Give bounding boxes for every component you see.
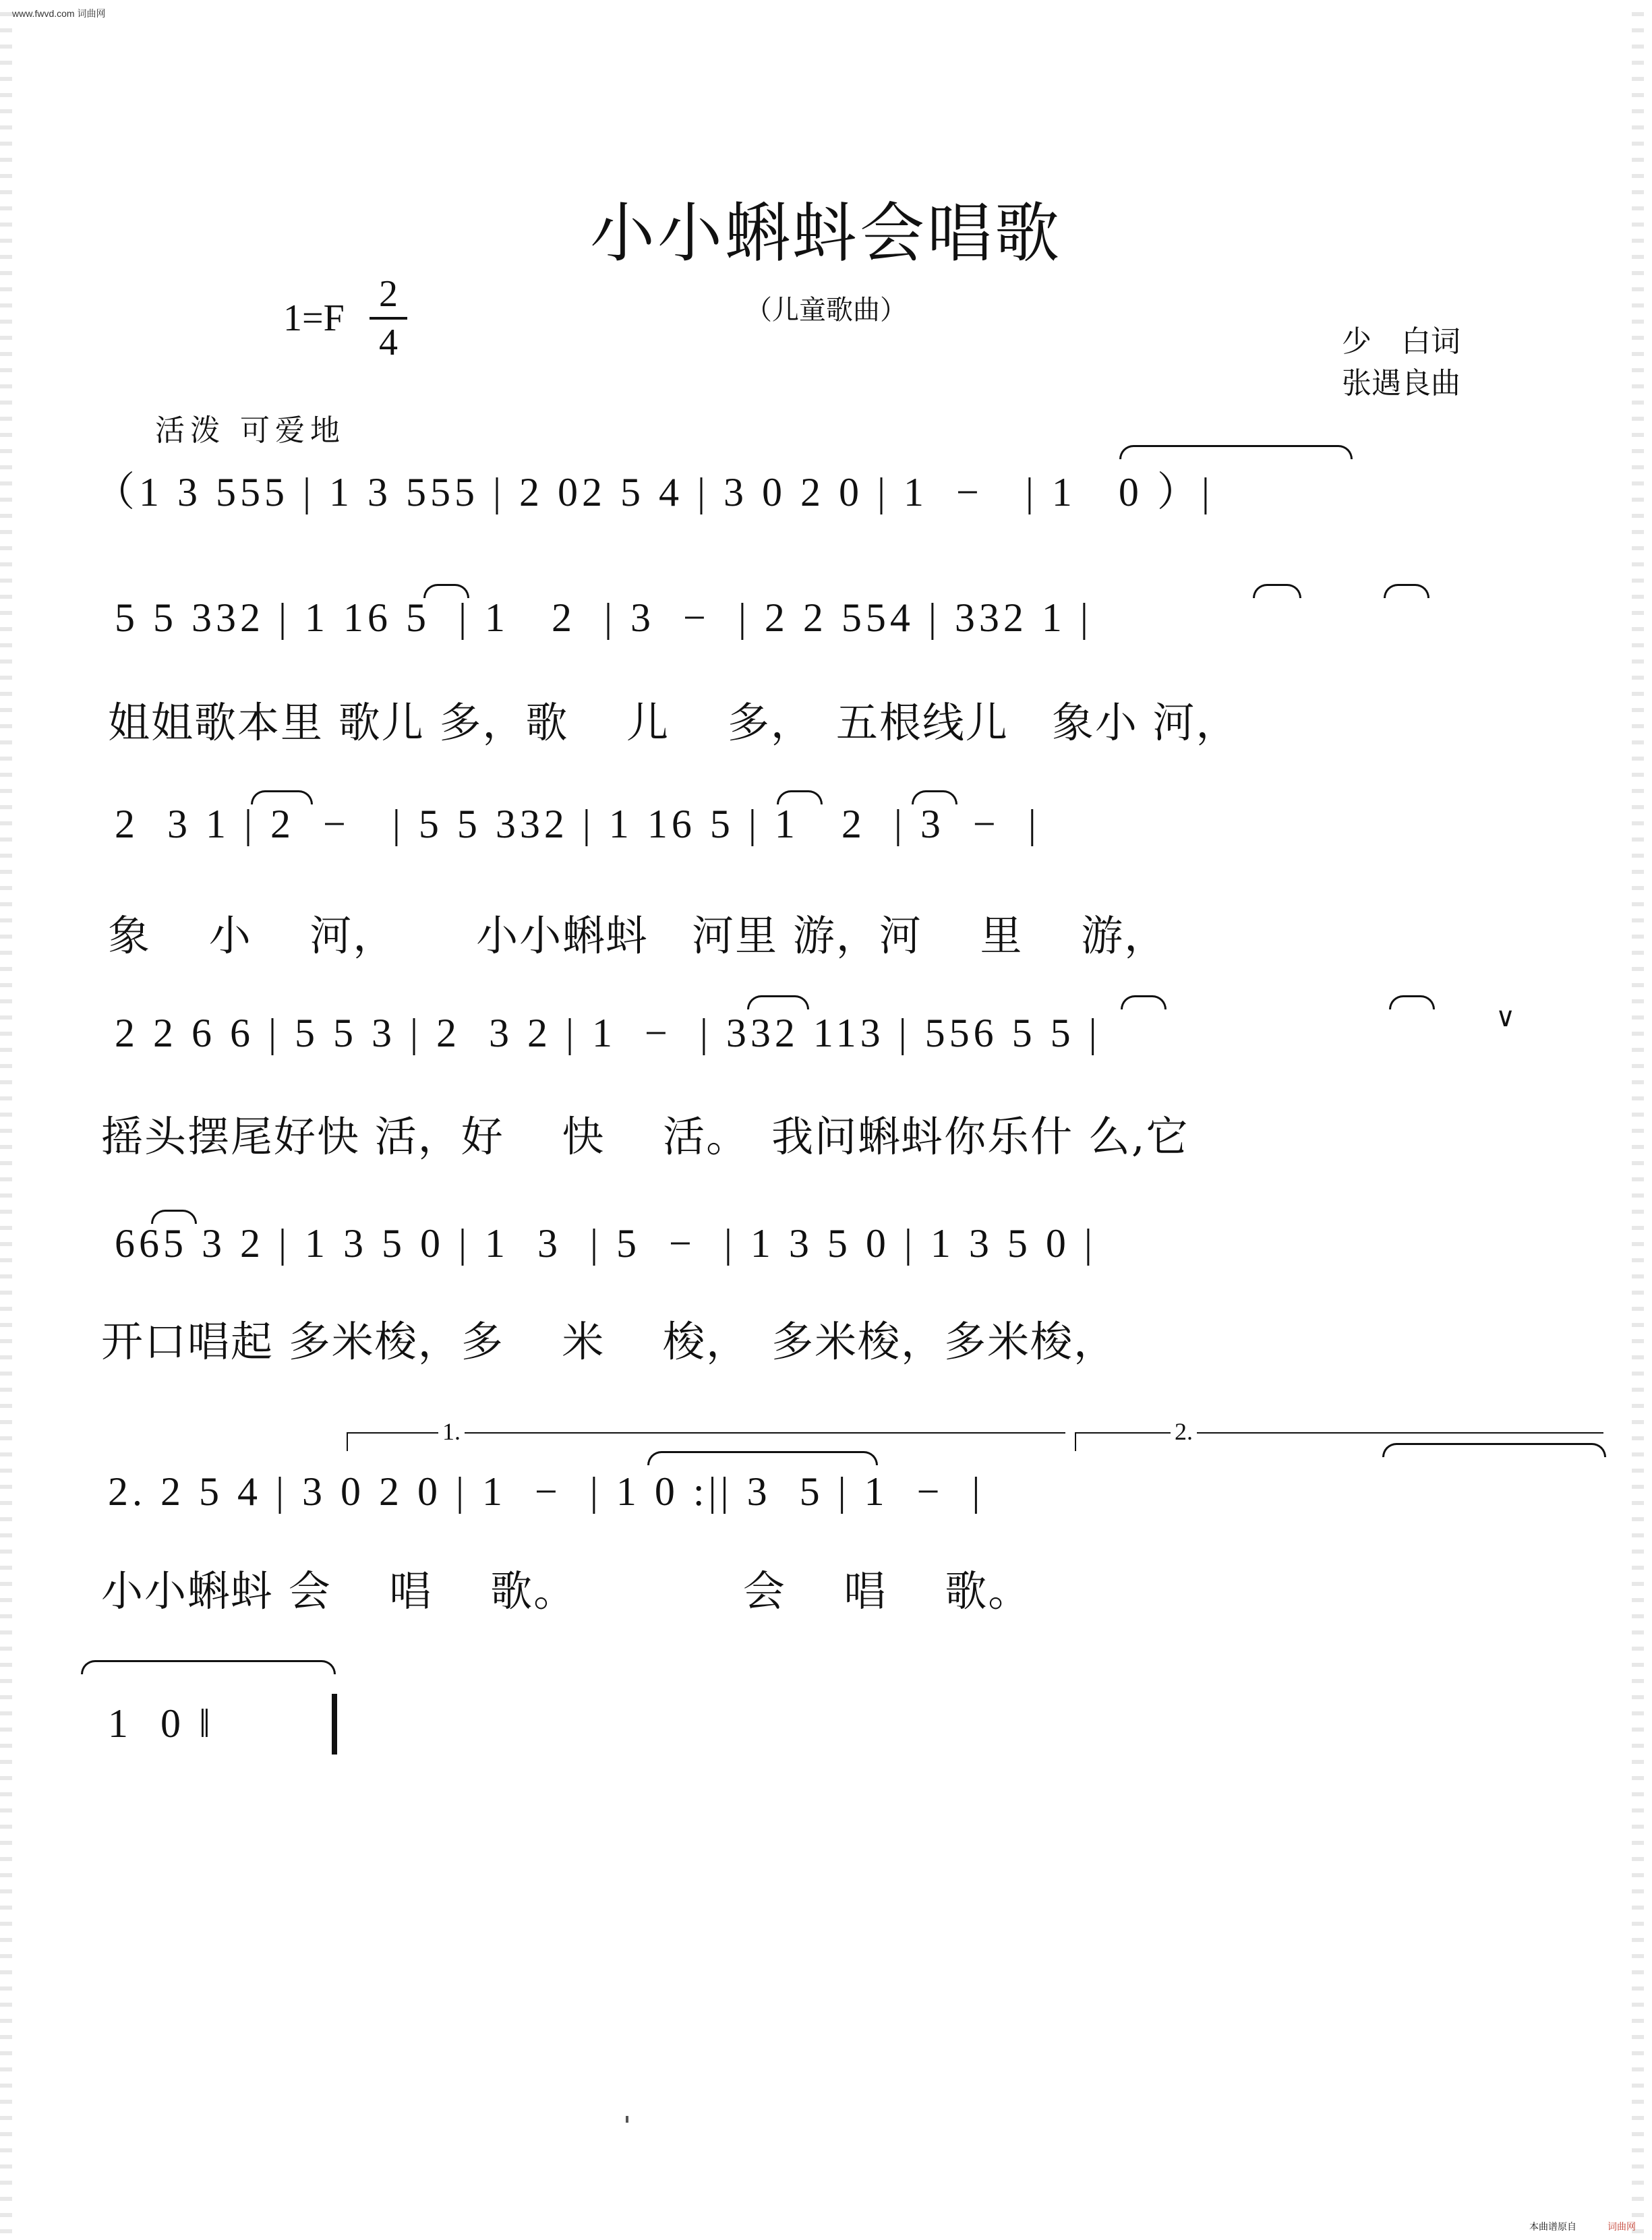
song-subtitle: （儿童歌曲） bbox=[745, 295, 907, 326]
time-signature-bottom: 4 bbox=[379, 322, 398, 363]
lyrics-line-3: 象 小 河， 小小蝌蚪 河里 游，河 里 游， bbox=[108, 911, 1168, 960]
slur-3b bbox=[777, 790, 823, 804]
slur-5a bbox=[151, 1210, 197, 1224]
tie-6b bbox=[1382, 1443, 1606, 1457]
notation-line-6: 2. 2 5 4 | 3 0 2 0 | 1 − | 1 0 :|| 3 5 | 1 − | bbox=[108, 1469, 984, 1514]
time-signature bbox=[370, 275, 407, 361]
notation-line-3: 2 3 1 | 2 − | 5 5 332 | 1 16 5 | 1 2 | 3 − | bbox=[115, 802, 1040, 846]
slur-2c bbox=[1384, 584, 1429, 598]
song-title: 小小蝌蚪会唱歌 bbox=[590, 196, 1062, 271]
key-signature: 1=F bbox=[283, 297, 345, 339]
first-ending-label: 1. bbox=[438, 1417, 465, 1446]
second-ending-label: 2. bbox=[1171, 1417, 1197, 1446]
slur-4a bbox=[747, 995, 809, 1009]
composer-credit: 张遇良曲 bbox=[1342, 366, 1461, 401]
tempo-marking: 活泼 可爱地 bbox=[155, 413, 345, 448]
right-page-edge bbox=[1632, 0, 1644, 2240]
tie-1 bbox=[1119, 445, 1353, 459]
tie-7 bbox=[81, 1660, 336, 1674]
time-signature-bar bbox=[370, 317, 407, 320]
notation-line-1: （1 3 555 | 1 3 555 | 2 02 5 4 | 3 0 2 0 | 1 − | 1 0 ）| bbox=[94, 470, 1214, 514]
breath-mark: ∨ bbox=[1496, 1002, 1516, 1033]
lyrics-line-4: 摇头摆尾好快 活，好 快 活。 我问蝌蚪你乐什 么,它 bbox=[101, 1112, 1189, 1161]
lyrics-line-2: 姐姐歌本里 歌儿 多，歌 儿 多， 五根线儿 象小 河， bbox=[108, 698, 1239, 747]
page-mark bbox=[626, 2116, 628, 2123]
lyrics-line-5: 开口唱起 多米梭，多 米 梭， 多米梭，多米梭， bbox=[101, 1317, 1117, 1366]
slur-2b bbox=[1253, 584, 1301, 598]
slur-3a bbox=[251, 790, 313, 804]
left-page-edge bbox=[0, 0, 12, 2240]
site-watermark-text: www.fwvd.com 词曲网 bbox=[12, 8, 106, 19]
slur-4b bbox=[1121, 995, 1167, 1009]
slur-2a bbox=[423, 584, 469, 598]
time-signature-top: 2 bbox=[379, 273, 398, 315]
footer-source-text: 本曲谱原自 bbox=[1529, 2221, 1576, 2232]
final-barline bbox=[332, 1694, 337, 1755]
lyricist-credit: 少 白词 bbox=[1342, 324, 1461, 359]
notation-line-4: 2 2 6 6 | 5 5 3 | 2 3 2 | 1 − | 332 113 | 556 5 5 | bbox=[115, 1011, 1101, 1055]
notation-line-2: 5 5 332 | 1 16 5 | 1 2 | 3 − | 2 2 554 | 332 1 | bbox=[115, 595, 1092, 640]
lyrics-line-6: 小小蝌蚪 会 唱 歌。 会 唱 歌。 bbox=[101, 1566, 1032, 1616]
notation-line-7: 1 0 ‖ bbox=[108, 1701, 214, 1746]
footer-site-name: 词曲网 bbox=[1607, 2221, 1636, 2232]
slur-4c bbox=[1389, 995, 1435, 1009]
slur-3c bbox=[912, 790, 957, 804]
tie-6a bbox=[647, 1451, 878, 1465]
notation-line-5: 665 3 2 | 1 3 5 0 | 1 3 | 5 − | 1 3 5 0 | 1 3 5 0 | bbox=[115, 1221, 1096, 1266]
